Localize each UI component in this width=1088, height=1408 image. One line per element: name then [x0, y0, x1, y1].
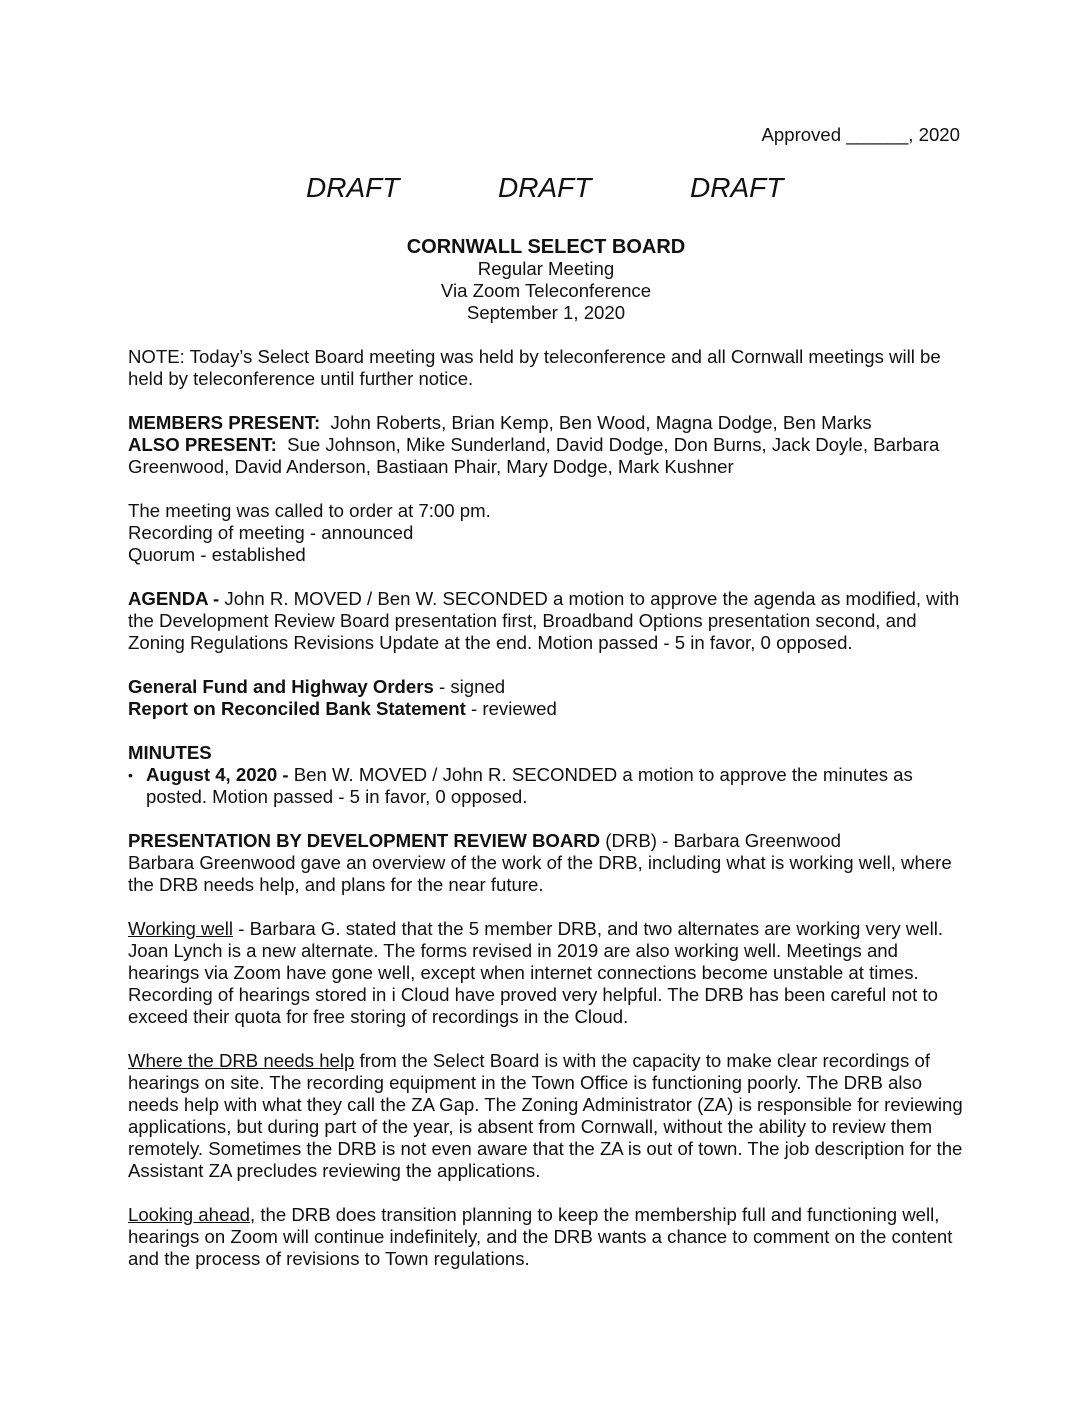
minutes-title: MINUTES	[128, 742, 212, 763]
bank-statement-status: - reviewed	[471, 698, 557, 719]
document-page	[128, 124, 964, 1292]
members-present	[128, 412, 964, 434]
orders-section	[128, 676, 964, 720]
agenda-label: AGENDA -	[128, 588, 220, 609]
general-fund-label: General Fund and Highway Orders	[128, 676, 434, 697]
also-present-label: ALSO PRESENT:	[128, 434, 277, 455]
teleconference-note: NOTE: Today’s Select Board meeting was held by teleconference and all Cornwall meetings will be held by teleconference until further notice.	[128, 346, 941, 389]
document-header	[128, 236, 964, 324]
board-title: CORNWALL SELECT BOARD	[406, 236, 686, 258]
needs-help-label: Where the DRB needs help	[128, 1050, 355, 1071]
draft-mark: DRAFT	[306, 172, 400, 203]
bullet-icon: •	[128, 767, 133, 783]
meeting-type: Regular Meeting	[477, 258, 615, 279]
members-present-label: MEMBERS PRESENT:	[128, 412, 321, 433]
needs-help-paragraph	[128, 1050, 964, 1182]
draft-watermark-row	[128, 170, 964, 206]
presentation-title: PRESENTATION BY DEVELOPMENT REVIEW BOARD	[128, 830, 601, 851]
general-fund-status: - signed	[439, 676, 506, 697]
minutes-list	[128, 764, 964, 808]
list-item	[128, 764, 964, 808]
presentation-title-suffix: (DRB) - Barbara Greenwood	[605, 830, 841, 851]
presentation-section	[128, 830, 964, 896]
working-well-paragraph	[128, 918, 964, 1028]
call-to-order: The meeting was called to order at 7:00 pm.	[128, 500, 491, 521]
general-fund-orders	[128, 676, 964, 698]
quorum-status: Quorum - established	[128, 544, 306, 565]
also-present	[128, 434, 964, 478]
working-well-text: - Barbara G. stated that the 5 member DRB, and two alternates are working very well. Joan Lynch is a new alternate. The forms revised in 2019 are also working well. Meetings and hearings via Zoom have gone well, except when internet connections become unstable at times. Recording of hearings stored in i Cloud have proved very helpful. The DRB has been careful not to exceed their quota for free storing of recordings in the Cloud.	[128, 918, 944, 1027]
draft-mark: DRAFT	[498, 172, 592, 203]
needs-help-text: from the Select Board is with the capacity to make clear recordings of hearings on site. The recording equipment in the Town Office is functioning poorly. The DRB also needs help with what they call the ZA Gap. The Zoning Administrator (ZA) is responsible for reviewing applications, but during part of the year, is absent from Cornwall, without the ability to review them remotely. Sometimes the DRB is not even aware that the ZA is out of town. The job description for the Assistant ZA precludes reviewing the applications.	[128, 1050, 963, 1181]
meeting-venue: Via Zoom Teleconference	[440, 280, 652, 301]
also-present-list: Sue Johnson, Mike Sunderland, David Dodge, Don Burns, Jack Doyle, Barbara Greenwood, David Anderson, Bastiaan Phair, Mary Dodge, Mark Kushner	[128, 434, 940, 477]
minutes-section	[128, 742, 964, 808]
recording-announcement: Recording of meeting - announced	[128, 522, 414, 543]
meeting-date: September 1, 2020	[466, 302, 626, 323]
bank-statement-report	[128, 698, 964, 720]
opening-section	[128, 500, 964, 566]
agenda-text: John R. MOVED / Ben W. SECONDED a motion to approve the agenda as modified, with the Development Review Board presentation first, Broadband Options presentation second, and Zoning Regulations Revisions Update at the end. Motion passed - 5 in favor, 0 opposed.	[128, 588, 960, 653]
working-well-label: Working well	[128, 918, 234, 939]
agenda-section	[128, 588, 964, 654]
looking-ahead-paragraph	[128, 1204, 964, 1270]
attendance-section	[128, 412, 964, 478]
approval-line: Approved ______, 2020	[761, 124, 960, 145]
members-present-list: John Roberts, Brian Kemp, Ben Wood, Magna Dodge, Ben Marks	[330, 412, 872, 433]
minutes-item-label: August 4, 2020 -	[146, 764, 289, 785]
presentation-overview: Barbara Greenwood gave an overview of the work of the DRB, including what is working well, where the DRB needs help, and plans for the near future.	[128, 852, 952, 895]
minutes-item-text: Ben W. MOVED / John R. SECONDED a motion to approve the minutes as posted. Motion passed - 5 in favor, 0 opposed.	[146, 764, 913, 807]
draft-mark: DRAFT	[690, 172, 784, 203]
looking-ahead-label: Looking ahead,	[128, 1204, 256, 1225]
looking-ahead-text: the DRB does transition planning to keep the membership full and functioning well, hearings on Zoom will continue indefinitely, and the DRB wants a chance to comment on the content and the process of revisions to Town regulations.	[128, 1204, 953, 1269]
presentation-heading	[128, 830, 964, 852]
bank-statement-label: Report on Reconciled Bank Statement	[128, 698, 466, 719]
